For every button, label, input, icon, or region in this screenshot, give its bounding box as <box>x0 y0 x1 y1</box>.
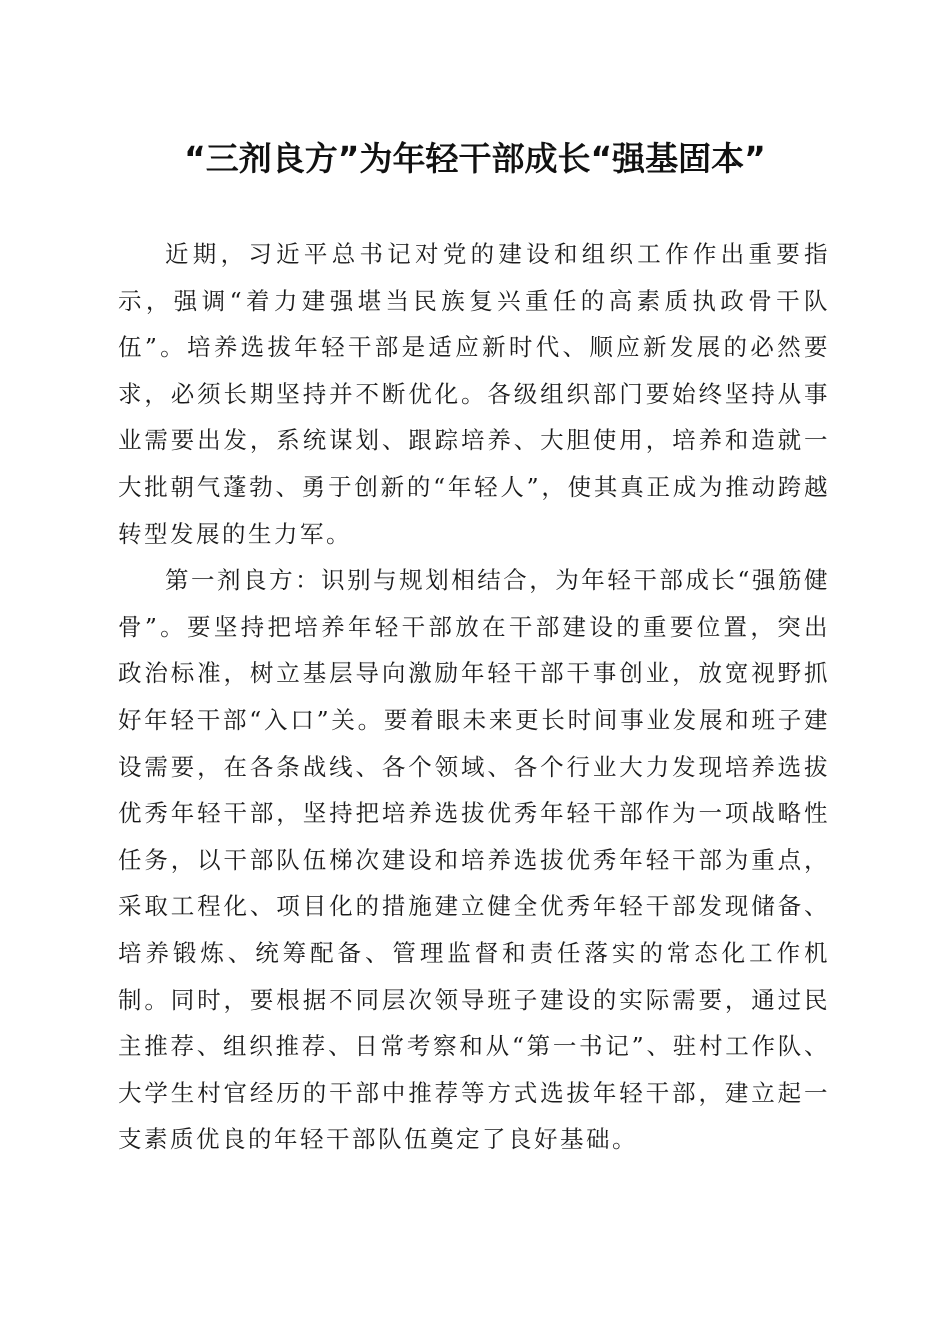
paragraph-first-remedy: 第一剂良方：识别与规划相结合，为年轻干部成长“强筋健骨”。要坚持把培养年轻干部放在干部建设的重要位置，突出政治标准，树立基层导向激励年轻干部干事创业，放宽视野抓好年轻干部“入口”关。要着眼未来更长时间事业发展和班子建设需要，在各条战线、各个领域、各个行业大力发现培养选拔优秀年轻干部，坚持把培养选拔优秀年轻干部作为一项战略性任务，以干部队伍梯次建设和培养选拔优秀年轻干部为重点，采取工程化、项目化的措施建立健全优秀年轻干部发现储备、培养锻炼、统筹配备、管理监督和责任落实的常态化工作机制。同时，要根据不同层次领导班子建设的实际需要，通过民主推荐、组织推荐、日常考察和从“第一书记”、驻村工作队、大学生村官经历的干部中推荐等方式选拔年轻干部，建立起一支素质优良的年轻干部队伍奠定了良好基础。 <box>118 566 830 1154</box>
paragraph-intro: 近期，习近平总书记对党的建设和组织工作作出重要指示，强调“着力建强堪当民族复兴重任的高素质执政骨干队伍”。培养选拔年轻干部是适应新时代、顺应新发展的必然要求，必须长期坚持并不断优化。各级组织部门要始终坚持从事业需要出发，系统谋划、跟踪培养、大胆使用，培养和造就一大批朝气蓬勃、勇于创新的“年轻人”，使其真正成为推动跨越转型发展的生力军。 <box>118 240 830 548</box>
document-body <box>118 231 830 1163</box>
document-title: “三剂良方”为年轻干部成长“强基固本” <box>184 139 766 178</box>
